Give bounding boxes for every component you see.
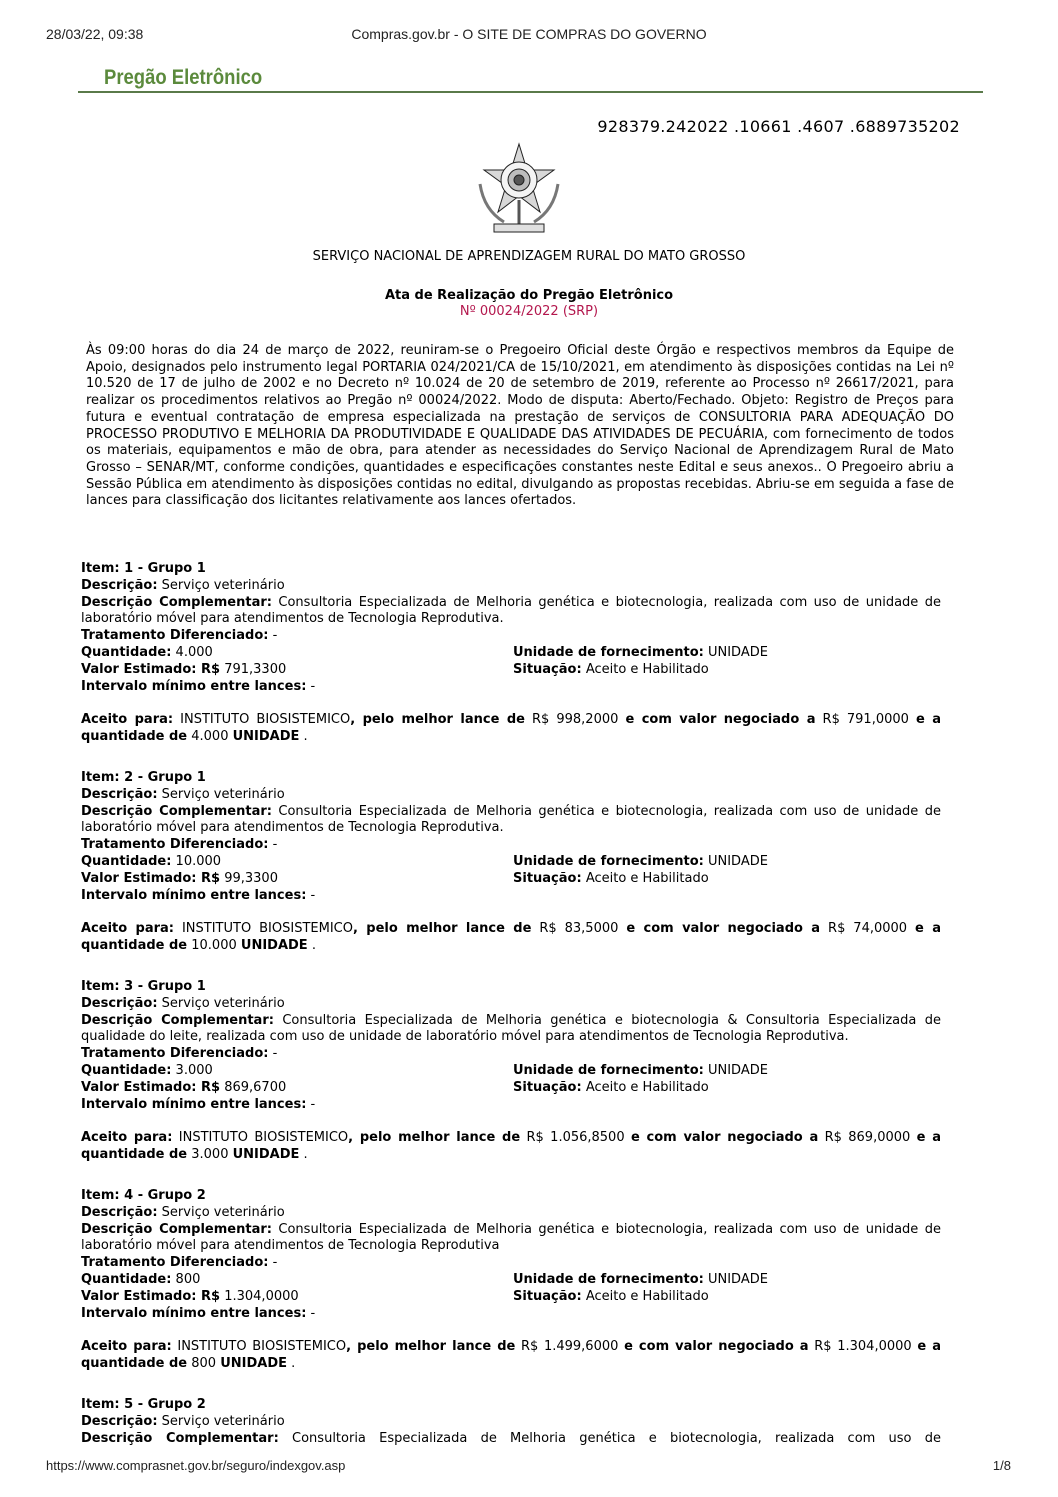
descricao-value: Serviço veterinário: [161, 1204, 285, 1220]
quantidade-final: 3.000: [191, 1147, 229, 1163]
intervalo-label: Intervalo mínimo entre lances:: [81, 1096, 307, 1112]
descricao-label: Descrição:: [81, 995, 158, 1011]
item-block: [81, 770, 941, 955]
valor-estimado-label: Valor Estimado: R$: [81, 870, 221, 886]
print-title: Compras.gov.br - O SITE DE COMPRAS DO GOVERNO: [351, 26, 707, 42]
descricao-value: Serviço veterinário: [161, 786, 285, 802]
valor-negociado: R$ 74,0000: [828, 921, 908, 937]
item-heading: Item: 2 - Grupo 1: [81, 770, 206, 785]
item-heading: Item: 4 - Grupo 2: [81, 1188, 206, 1203]
situacao-label: Situação:: [513, 1288, 582, 1304]
item-heading: Item: 5 - Grupo 2: [81, 1397, 206, 1412]
unidade-label: Unidade de fornecimento:: [513, 853, 704, 869]
tratamento-value: -: [272, 628, 278, 644]
quantidade-final: 4.000: [191, 729, 229, 745]
descricao-value: Serviço veterinário: [161, 577, 285, 593]
ata-title: Ata de Realização do Pregão Eletrônico: [384, 288, 674, 303]
valor-estimado-label: Valor Estimado: R$: [81, 1288, 221, 1304]
situacao-label: Situação:: [513, 870, 582, 886]
melhor-lance: R$ 83,5000: [539, 921, 619, 937]
unidade-value: UNIDADE: [707, 1062, 768, 1078]
tratamento-label: Tratamento Diferenciado:: [81, 1046, 269, 1062]
situacao-label: Situação:: [513, 661, 582, 677]
valor-estimado-value: 869,6700: [224, 1079, 287, 1095]
brand-divider: [78, 91, 983, 93]
descricao-comp-value: Consultoria Especializada de Melhoria genética e biotecnologia & Consultoria Especializada de qualidade do leite, realizada com uso de unidade de laboratório móvel para atendimentos de Tecnologia Reprodutiva.: [81, 1012, 941, 1045]
tratamento-label: Tratamento Diferenciado:: [81, 628, 269, 644]
aceito-fornecedor: INSTITUTO BIOSISTEMICO: [181, 921, 353, 937]
descricao-comp-value: Consultoria Especializada de Melhoria genética e biotecnologia, realizada com uso de unidade de laboratório móvel para atendimentos de Tecnologia Reprodutiva.: [81, 594, 941, 627]
quantidade-final: 800: [191, 1356, 217, 1372]
organization-name: SERVIÇO NACIONAL DE APRENDIZAGEM RURAL DO MATO GROSSO: [312, 249, 746, 264]
quantidade-label: Quantidade:: [81, 1062, 172, 1078]
aceito-paragraph: Aceito para: INSTITUTO BIOSISTEMICO, pelo melhor lance de R$ 998,2000 e com valor negociado a R$ 791,0000 e a quantidade de 4.000 UNIDADE .: [81, 712, 941, 745]
valor-estimado-label: Valor Estimado: R$: [81, 1079, 221, 1095]
ata-number: Nº 00024/2022 (SRP): [459, 304, 599, 319]
descricao-label: Descrição:: [81, 1204, 158, 1220]
descricao-label: Descrição:: [81, 786, 158, 802]
valor-estimado-label: Valor Estimado: R$: [81, 661, 221, 677]
situacao-label: Situação:: [513, 1079, 582, 1095]
descricao-comp-value: Consultoria Especializada de Melhoria genética e biotecnologia, realizada com uso de: [292, 1430, 942, 1446]
descricao-value: Serviço veterinário: [161, 1413, 285, 1429]
item-heading: Item: 3 - Grupo 1: [81, 979, 206, 994]
quantidade-label: Quantidade:: [81, 1271, 172, 1287]
unidade-value: UNIDADE: [707, 1271, 768, 1287]
tratamento-value: -: [272, 1255, 278, 1271]
quantidade-value: 3.000: [175, 1062, 213, 1078]
valor-negociado: R$ 791,0000: [822, 712, 909, 728]
page-number: 1/8: [992, 1458, 1011, 1473]
intervalo-label: Intervalo mínimo entre lances:: [81, 887, 307, 903]
intervalo-value: -: [310, 678, 316, 694]
descricao-label: Descrição:: [81, 577, 158, 593]
print-date: 28/03/22, 09:38: [46, 26, 144, 42]
item-block: [81, 561, 941, 746]
quantidade-value: 800: [175, 1271, 201, 1287]
tratamento-value: -: [272, 837, 278, 853]
aceito-fornecedor: INSTITUTO BIOSISTEMICO: [180, 712, 351, 728]
descricao-value: Serviço veterinário: [161, 995, 285, 1011]
descricao-comp-value: Consultoria Especializada de Melhoria genética e biotecnologia, realizada com uso de unidade de laboratório móvel para atendimentos de Tecnologia Reprodutiva.: [81, 803, 941, 836]
quantidade-label: Quantidade:: [81, 644, 172, 660]
aceito-paragraph: Aceito para: INSTITUTO BIOSISTEMICO, pelo melhor lance de R$ 1.056,8500 e com valor negociado a R$ 869,0000 e a quantidade de 3.000 UNIDADE .: [81, 1130, 941, 1163]
unidade-label: Unidade de fornecimento:: [513, 644, 704, 660]
item-block: [81, 1188, 941, 1373]
situacao-value: Aceito e Habilitado: [585, 870, 709, 886]
intervalo-value: -: [310, 887, 316, 903]
page-brand-title: Pregão Eletrônico: [104, 66, 263, 89]
aceito-paragraph: Aceito para: INSTITUTO BIOSISTEMICO, pelo melhor lance de R$ 1.499,6000 e com valor negociado a R$ 1.304,0000 e a quantidade de 800 UNIDADE .: [81, 1339, 941, 1372]
descricao-comp-label: Descrição Complementar:: [81, 803, 272, 819]
descricao-comp-label: Descrição Complementar:: [81, 1221, 272, 1237]
footer-url: https://www.comprasnet.gov.br/seguro/indexgov.asp: [46, 1458, 346, 1473]
intervalo-label: Intervalo mínimo entre lances:: [81, 1305, 307, 1321]
document-code: 928379.242022 .10661 .4607 .6889735202: [597, 117, 960, 136]
unidade-label: Unidade de fornecimento:: [513, 1271, 704, 1287]
valor-estimado-value: 99,3300: [224, 870, 278, 886]
item-block: [81, 979, 941, 1164]
descricao-comp-label: Descrição Complementar:: [81, 594, 272, 610]
intro-paragraph: Às 09:00 horas do dia 24 de março de 2022, reuniram-se o Pregoeiro Oficial deste Órgão e respectivos membros da Equipe de Apoio, designados pelo instrumento legal PORTARIA 024/2021/CA de 15/10/2021, em atendimento às disposições contidas na Lei nº 10.520 de 17 de julho de 2002 e no Decreto nº 10.024 de 20 de setembro de 2019, referente ao Processo nº 26617/2021, para realizar os procedimentos relativos ao Pregão nº 00024/2022. Modo de disputa: Aberto/Fechado. Objeto: Registro de Preços para futura e eventual contratação de empresa especializada na prestação de serviços de CONSULTORIA PARA ADEQUAÇÃO DO PROCESSO PRODUTIVO E MELHORIA DA PRODUTIVIDADE E QUALIDADE DAS ATIVIDADES DE PECUÁRIA, com fornecimento de todos os materiais, equipamentos e mão de obra, para atender as necessidades do Serviço Nacional de Aprendizagem Rural de Mato Grosso – SENAR/MT, conforme condições, quantidades e especificações constantes neste Edital e seus anexos.. O Pregoeiro abriu a Sessão Pública em atendimento às disposições contidas no edital, divulgando as propostas recebidas. Abriu-se em seguida a fase de lances para classificação dos licitantes relativamente aos lances ofertados.: [86, 343, 954, 509]
tratamento-value: -: [272, 1046, 278, 1062]
melhor-lance: R$ 998,2000: [532, 712, 619, 728]
unidade-label: Unidade de fornecimento:: [513, 1062, 704, 1078]
quantidade-value: 4.000: [175, 644, 213, 660]
quantidade-value: 10.000: [175, 853, 222, 869]
descricao-comp-label: Descrição Complementar:: [81, 1430, 279, 1446]
descricao-label: Descrição:: [81, 1413, 158, 1429]
situacao-value: Aceito e Habilitado: [585, 661, 709, 677]
valor-negociado: R$ 1.304,0000: [814, 1339, 912, 1355]
item-heading: Item: 1 - Grupo 1: [81, 561, 206, 576]
aceito-paragraph: Aceito para: INSTITUTO BIOSISTEMICO, pelo melhor lance de R$ 83,5000 e com valor negociado a R$ 74,0000 e a quantidade de 10.000 UNIDADE .: [81, 921, 941, 954]
descricao-comp-value: Consultoria Especializada de Melhoria genética e biotecnologia, realizada com uso de unidade de laboratório móvel para atendimentos de Tecnologia Reprodutiva: [81, 1221, 941, 1254]
item-block: [81, 1397, 941, 1447]
tratamento-label: Tratamento Diferenciado:: [81, 1255, 269, 1271]
unidade-value: UNIDADE: [707, 853, 768, 869]
situacao-value: Aceito e Habilitado: [585, 1288, 709, 1304]
intervalo-label: Intervalo mínimo entre lances:: [81, 678, 307, 694]
quantidade-final: 10.000: [191, 938, 237, 954]
valor-estimado-value: 1.304,0000: [224, 1288, 299, 1304]
melhor-lance: R$ 1.056,8500: [526, 1130, 625, 1146]
tratamento-label: Tratamento Diferenciado:: [81, 837, 269, 853]
quantidade-label: Quantidade:: [81, 853, 172, 869]
unidade-value: UNIDADE: [707, 644, 768, 660]
descricao-comp-label: Descrição Complementar:: [81, 1012, 274, 1028]
intervalo-value: -: [310, 1096, 316, 1112]
situacao-value: Aceito e Habilitado: [585, 1079, 709, 1095]
aceito-fornecedor: INSTITUTO BIOSISTEMICO: [178, 1130, 349, 1146]
melhor-lance: R$ 1.499,6000: [520, 1339, 619, 1355]
valor-estimado-value: 791,3300: [224, 661, 287, 677]
valor-negociado: R$ 869,0000: [824, 1130, 911, 1146]
coat-of-arms-icon: [474, 140, 564, 240]
aceito-fornecedor: INSTITUTO BIOSISTEMICO: [177, 1339, 347, 1355]
intervalo-value: -: [310, 1305, 316, 1321]
